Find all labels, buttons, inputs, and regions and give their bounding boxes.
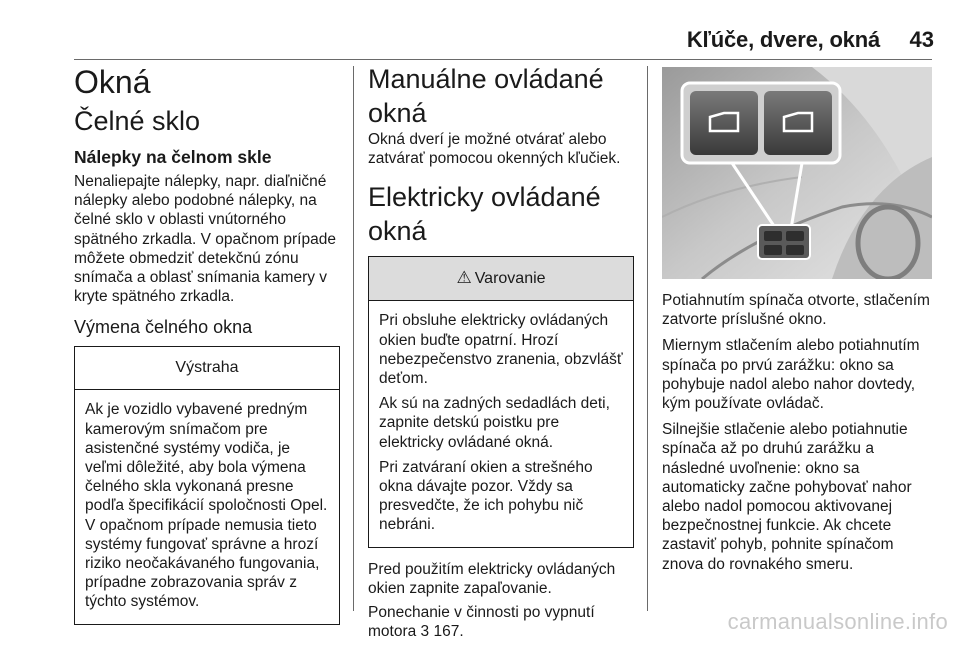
chapter-heading: Okná: [74, 64, 151, 100]
column-1: [74, 62, 340, 625]
paragraph-retained-power: Ponechanie v činnosti po vypnutí motora 3 167.: [368, 604, 595, 641]
warning-text-2: Ak sú na zadných sedadlách deti, zapnite detskú poistku pre elektricky ovládané okná.: [379, 395, 610, 451]
warning-text-3: Pri zatváraní okien a strešného okna dávajte pozor. Vždy sa presvedčte, že ich pohybu nič nebráni.: [379, 458, 593, 534]
window-switch-photo: [662, 67, 932, 279]
section-heading-power-windows: Elektricky ovládané okná: [368, 182, 601, 247]
warning-box-title: [369, 257, 633, 301]
caution-box-title: Výstraha: [75, 347, 339, 390]
paragraph-stickers: Nenaliepajte nálepky, napr. diaľničné nálepky alebo podobné nálepky, na čelné sklo v oblasti vnútorného spätného zrkadla. V opačnom prípade môžete obmedziť detekčnú zónu snímača a oblasť snímania kamery v kryte spätného zrkadla.: [74, 173, 336, 306]
paragraph-switch-usage: Potiahnutím spínača otvorte, stlačením zatvorte príslušné okno.: [662, 292, 930, 329]
warning-title-text: Varovanie: [474, 270, 546, 288]
warning-icon: ⚠: [456, 268, 472, 288]
warning-text-1: Pri obsluhe elektricky ovládaných okien buďte opatrní. Hrozí nebezpečenstvo zranenia, obzvlášť deťom.: [379, 312, 623, 388]
column-3: [662, 62, 932, 581]
paragraph-first-detent: Miernym stlačením alebo potiahnutím spínača po prvú zarážku: okno sa pohybuje nadol alebo nahor dovtedy, kým používate ovládač.: [662, 337, 920, 413]
header-rule: [74, 59, 932, 60]
column-divider-1: [353, 66, 354, 611]
page-number: 43: [909, 27, 934, 52]
subheading-windshield-replacement: Výmena čelného okna: [74, 317, 253, 338]
watermark: carmanualsonline.info: [727, 609, 948, 634]
section-heading-windshield: Čelné sklo: [74, 106, 201, 136]
subheading-windshield-stickers: Nálepky na čelnom skle: [74, 147, 272, 167]
warning-box: [368, 256, 634, 547]
caution-box: [74, 346, 340, 624]
warning-box-body: [369, 301, 633, 546]
paragraph-ignition: Pred použitím elektricky ovládaných okien zapnite zapaľovanie.: [368, 560, 616, 597]
column-2: [368, 62, 634, 646]
running-header-title: Kľúče, dvere, okná: [686, 27, 880, 52]
section-heading-manual-windows: Manuálne ovládané okná: [368, 64, 604, 128]
paragraph-second-detent: Silnejšie stlačenie alebo potiahnutie spínača až po druhú zarážku a následné uvoľnenie: okno sa automaticky začne pohybovať nahor alebo nadol pomocou aktivovanej bezpečnostnej funkcie. Ak chcete zastaviť pohyb, pohnite spínačom znova do rovnakého smeru.: [662, 421, 912, 573]
caution-box-body: [75, 390, 339, 623]
caution-box-text: Ak je vozidlo vybavené predným kamerovým snímačom pre asistenčné systémy vodiča, je veľmi dôležité, aby bola výmena čelného skla vykonaná presne podľa špecifikácií spoločnosti Opel. V opačnom prípade nemusia tieto systémy fungovať správne a hrozí riziko neočakávaného fungovania, prípadne zobrazovania správ z týchto systémov.: [85, 401, 328, 611]
column-divider-2: [647, 66, 648, 611]
paragraph-manual-windows: Okná dverí je možné otvárať alebo zatvárať pomocou okenných kľučiek.: [368, 131, 621, 168]
